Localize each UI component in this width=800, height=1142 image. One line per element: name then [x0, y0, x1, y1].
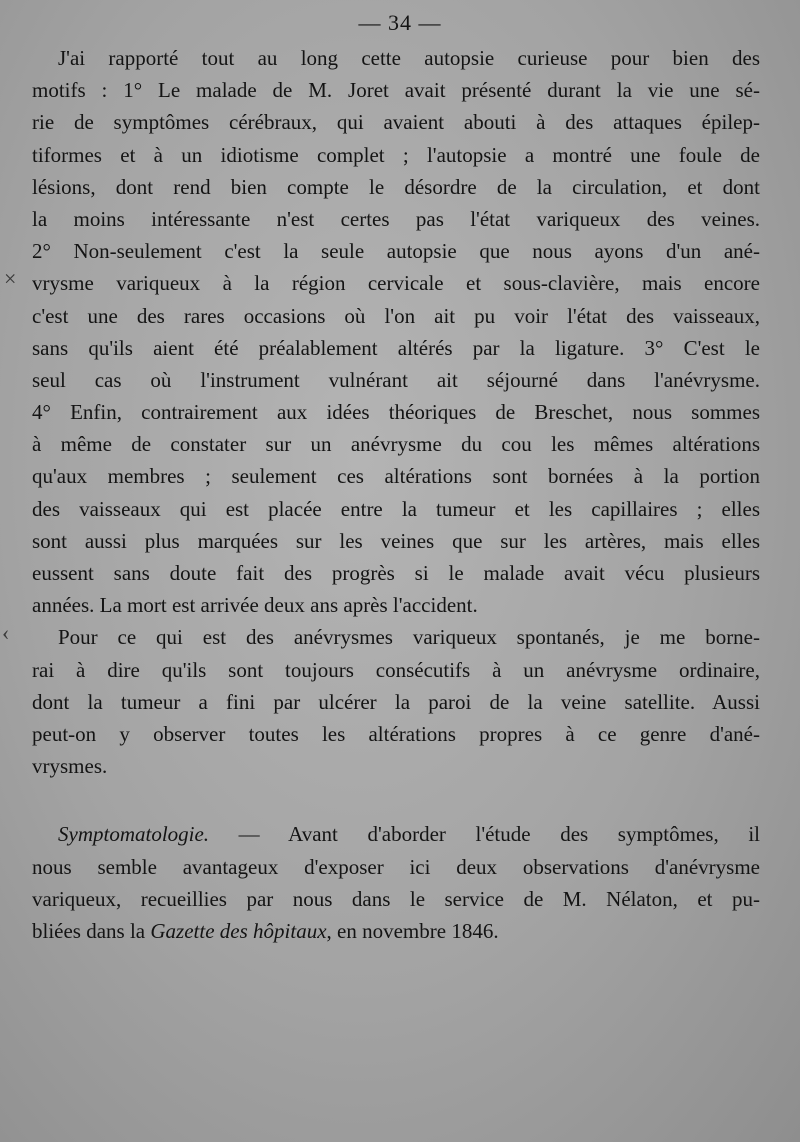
page-number: — 34 — — [358, 10, 442, 35]
text-line: qu'aux membres ; seulement ces altérations sont bornées à la portion — [32, 464, 760, 489]
text-line: à même de constater sur un anévrysme du cou les mêmes altérations — [32, 432, 760, 457]
text-line — [32, 818, 760, 850]
text-line: sans qu'ils aient été préalablement altérés par la ligature. 3° C'est le — [32, 335, 760, 360]
text-line: tiformes et à un idiotisme complet ; l'autopsie a montré une foule de — [32, 142, 760, 167]
text-line: nous semble avantageux d'exposer ici deux observations d'anévrysme — [32, 854, 760, 879]
text-line: variqueux, recueillies par nous dans le service de M. Nélaton, et pu- — [32, 886, 760, 911]
text-line: vrysme variqueux à la région cervicale et sous-clavière, mais encore — [32, 271, 760, 296]
text-fragment: , en novembre 1846. — [326, 918, 499, 943]
paragraph-3 — [32, 818, 760, 947]
text-line: la moins intéressante n'est certes pas l'état variqueux des veines. — [32, 206, 760, 231]
text-line: années. La mort est arrivée deux ans après l'accident. — [32, 593, 478, 618]
text-line: des vaisseaux qui est placée entre la tumeur et les capillaires ; elles — [32, 496, 760, 521]
text-line — [32, 915, 760, 947]
text-line: lésions, dont rend bien compte le désordre de la circulation, et dont — [32, 174, 760, 199]
section-heading: Symptomatologie. — [58, 822, 210, 847]
text-line: Pour ce qui est des anévrysmes variqueux spontanés, je me borne- — [58, 625, 760, 650]
paragraph-gap — [32, 782, 760, 818]
margin-annotation-bracket: ‹ — [2, 620, 10, 645]
text-line: J'ai rapporté tout au long cette autopsie curieuse pour bien des — [58, 46, 760, 70]
text-line: motifs : 1° Le malade de M. Joret avait présenté durant la vie une sé- — [32, 78, 760, 103]
body-text — [32, 42, 760, 947]
text-line: 2° Non-seulement c'est la seule autopsie que nous ayons d'un ané- — [32, 239, 760, 264]
text-line: sont aussi plus marquées sur les veines que sur les artères, mais elles — [32, 528, 760, 553]
text-fragment: — Avant d'aborder l'étude des symptômes, il — [209, 822, 760, 847]
margin-annotation-cross: × — [4, 266, 17, 291]
text-line: seul cas où l'instrument vulnérant ait séjourné dans l'anévrysme. — [32, 367, 760, 392]
text-line: rie de symptômes cérébraux, qui avaient abouti à des attaques épilep- — [32, 110, 760, 135]
text-line: c'est une des rares occasions où l'on ait pu voir l'état des vaisseaux, — [32, 303, 760, 328]
publication-title: Gazette des hôpitaux — [150, 918, 327, 943]
paragraph-2 — [32, 621, 760, 782]
text-line: dont la tumeur a fini par ulcérer la paroi de la veine satellite. Aussi — [32, 689, 760, 714]
text-line: rai à dire qu'ils sont toujours consécutifs à un anévrysme ordinaire, — [32, 657, 760, 682]
paragraph-1 — [32, 42, 760, 621]
text-line: vrysmes. — [32, 754, 108, 779]
text-line: 4° Enfin, contrairement aux idées théoriques de Breschet, nous sommes — [32, 400, 760, 425]
text-line: peut-on y observer toutes les altérations propres à ce genre d'ané- — [32, 721, 760, 746]
text-line: eussent sans doute fait des progrès si le malade avait vécu plusieurs — [32, 561, 760, 585]
text-fragment: bliées dans la — [32, 918, 151, 943]
